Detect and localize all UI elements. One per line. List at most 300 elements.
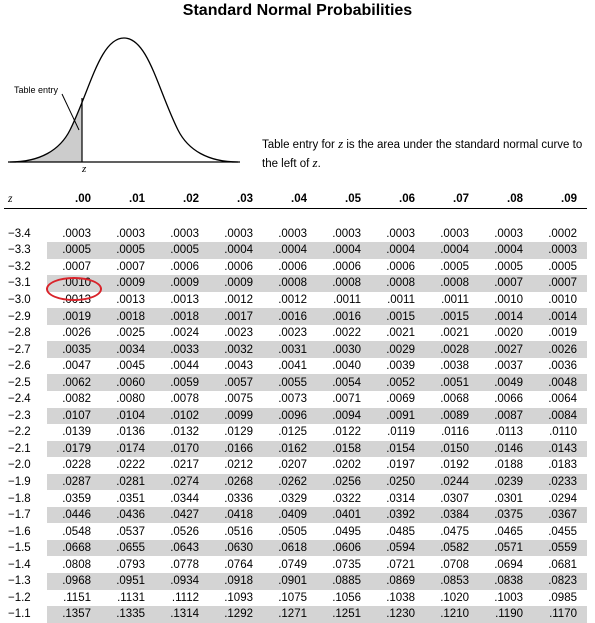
probability-cell: .0793 (116, 558, 145, 571)
probability-cell: .0030 (317, 341, 371, 358)
probability-cell: .0207 (278, 459, 307, 472)
probability-cell: .0014 (533, 308, 587, 325)
probability-cell: .1112 (171, 591, 199, 604)
probability-cell: .0003 (494, 227, 523, 240)
probability-cell: .0436 (101, 507, 155, 524)
probability-cell: .0537 (116, 525, 145, 538)
z-value-cell: −1.6 (8, 525, 31, 538)
table-row (4, 226, 587, 243)
probability-cell: .0024 (170, 327, 199, 340)
probability-cell: .0132 (170, 426, 199, 439)
z-value-cell: −3.2 (8, 260, 31, 273)
probability-cell: .0643 (155, 540, 209, 557)
probability-cell: .0026 (62, 327, 91, 340)
probability-cell: .0096 (263, 408, 317, 425)
description-pre: Table entry for (262, 139, 339, 151)
probability-cell: .0749 (278, 558, 307, 571)
table-row (4, 325, 587, 342)
z-value-cell: −1.9 (4, 474, 47, 491)
z-value-cell: −1.2 (8, 591, 31, 604)
table-row (4, 590, 587, 607)
z-header: z (4, 190, 47, 209)
probability-cell: .0630 (209, 540, 263, 557)
probability-cell: .0344 (170, 492, 199, 505)
probability-cell: .0495 (332, 525, 361, 538)
probability-cell: .0003 (278, 227, 307, 240)
table-row (4, 408, 587, 425)
probability-cell: .0043 (224, 360, 253, 373)
probability-cell: .0094 (317, 408, 371, 425)
probability-cell: .0018 (101, 308, 155, 325)
probability-cell: .0721 (386, 558, 415, 571)
probability-cell: .0029 (371, 341, 425, 358)
probability-cell: .0005 (155, 242, 209, 259)
z-value-cell: −3.3 (4, 242, 47, 259)
probability-cell: .0011 (441, 294, 469, 306)
probability-cell: .0571 (479, 540, 533, 557)
z-value-cell: −2.9 (4, 308, 47, 325)
probability-cell: .0170 (155, 441, 209, 458)
probability-cell: .0301 (494, 492, 523, 505)
probability-cell: .1020 (440, 591, 469, 604)
probability-cell: .0606 (317, 540, 371, 557)
z-value-cell: −2.8 (8, 327, 31, 340)
probability-cell: .0025 (116, 327, 145, 340)
probability-cell: .0212 (224, 459, 253, 472)
probability-cell: .0010 (494, 294, 523, 306)
probability-cell: .0075 (224, 393, 253, 406)
probability-cell: .0036 (548, 360, 577, 373)
probability-cell: .1251 (317, 606, 371, 623)
table-row (4, 457, 587, 474)
probability-cell: .0004 (317, 242, 371, 259)
probability-cell: .0013 (170, 294, 199, 306)
table-row (4, 391, 587, 408)
probability-cell: .0041 (278, 360, 307, 373)
probability-cell: .0060 (101, 374, 155, 391)
probability-cell: .0139 (62, 426, 91, 439)
probability-cell: .0446 (47, 507, 101, 524)
probability-cell: .0004 (479, 242, 533, 259)
z-value-cell: −2.6 (8, 360, 31, 373)
table-row (4, 424, 587, 441)
probability-cell: .1335 (101, 606, 155, 623)
probability-cell: .0015 (425, 308, 479, 325)
probability-cell: .0228 (62, 459, 91, 472)
table-row (4, 242, 587, 259)
col-header: .02 (155, 190, 209, 209)
probability-cell: .0016 (263, 308, 317, 325)
probability-cell: .0013 (62, 294, 91, 306)
figure-description (262, 135, 592, 173)
probability-cell: .0006 (278, 260, 307, 273)
probability-cell: .0002 (548, 227, 577, 240)
probability-cell: .0059 (155, 374, 209, 391)
col-header: .06 (371, 190, 425, 209)
probability-cell: .0007 (533, 275, 587, 292)
probability-cell: .1292 (209, 606, 263, 623)
z-value-cell: −1.4 (8, 558, 31, 571)
probability-cell: .0197 (386, 459, 415, 472)
probability-cell: .0351 (116, 492, 145, 505)
table-row (4, 606, 587, 623)
probability-cell: .0256 (317, 474, 371, 491)
probability-cell: .1314 (155, 606, 209, 623)
probability-cell: .0068 (440, 393, 469, 406)
probability-cell: .0179 (47, 441, 101, 458)
table-row (4, 474, 587, 491)
highlight-circle (46, 277, 102, 301)
probability-cell: .0853 (425, 573, 479, 590)
probability-cell: .0202 (332, 459, 361, 472)
probability-cell: .0136 (116, 426, 145, 439)
probability-cell: .0008 (317, 275, 371, 292)
probability-cell: .0154 (371, 441, 425, 458)
probability-cell: .0004 (209, 242, 263, 259)
probability-cell: .0222 (116, 459, 145, 472)
probability-cell: .0003 (386, 227, 415, 240)
probability-cell: .0071 (332, 393, 361, 406)
probability-cell: .0003 (533, 242, 587, 259)
col-header: .00 (47, 190, 101, 209)
probability-cell: .0012 (224, 294, 253, 306)
col-header: .05 (317, 190, 371, 209)
probability-cell: .0015 (371, 308, 425, 325)
z-value-cell: −2.7 (4, 341, 47, 358)
probability-cell: .1210 (425, 606, 479, 623)
probability-cell: .0418 (209, 507, 263, 524)
z-value-cell: −3.4 (8, 227, 31, 240)
probability-cell: .0006 (170, 260, 199, 273)
z-value-cell: −2.4 (8, 393, 31, 406)
probability-cell: .0011 (333, 294, 361, 306)
probability-cell: .0037 (494, 360, 523, 373)
probability-cell: .0084 (533, 408, 587, 425)
probability-cell: .0116 (441, 426, 469, 439)
probability-cell: .0040 (332, 360, 361, 373)
probability-cell: .1271 (263, 606, 317, 623)
probability-cell: .0038 (440, 360, 469, 373)
table-entry-label: Table entry (14, 85, 59, 95)
probability-cell: .0901 (263, 573, 317, 590)
probability-cell: .0110 (549, 426, 577, 439)
description-var2: z (312, 155, 318, 170)
z-value-cell: −2.3 (4, 408, 47, 425)
probability-cell: .0078 (170, 393, 199, 406)
probability-cell: .0162 (263, 441, 317, 458)
probability-cell: .0008 (371, 275, 425, 292)
probability-cell: .0009 (209, 275, 263, 292)
probability-cell: .0010 (548, 294, 577, 306)
description-mid: is the area under the standard normal curve to the left of (262, 139, 583, 170)
probability-cell: .0516 (224, 525, 253, 538)
probability-cell: .0951 (101, 573, 155, 590)
probability-cell: .0934 (155, 573, 209, 590)
probability-cell: .0505 (278, 525, 307, 538)
probability-cell: .0336 (224, 492, 253, 505)
probability-cell: .0020 (494, 327, 523, 340)
probability-cell: .0384 (425, 507, 479, 524)
probability-cell: .0885 (317, 573, 371, 590)
probability-cell: .0129 (224, 426, 253, 439)
probability-cell: .0104 (101, 408, 155, 425)
table-row (4, 358, 587, 375)
page-title: Standard Normal Probabilities (182, 2, 413, 19)
probability-cell: .0016 (317, 308, 371, 325)
probability-cell: .1131 (117, 591, 145, 604)
probability-cell: .0045 (116, 360, 145, 373)
probability-cell: .0080 (116, 393, 145, 406)
probability-cell: .0778 (170, 558, 199, 571)
probability-cell: .1151 (63, 591, 91, 604)
probability-cell: .0250 (371, 474, 425, 491)
probability-cell: .0007 (116, 260, 145, 273)
probability-cell: .0023 (278, 327, 307, 340)
probability-cell: .0007 (479, 275, 533, 292)
probability-cell: .0054 (317, 374, 371, 391)
probability-cell: .0314 (386, 492, 415, 505)
probability-cell: .0281 (101, 474, 155, 491)
probability-cell: .0559 (533, 540, 587, 557)
probability-cell: .0166 (209, 441, 263, 458)
probability-cell: .0239 (479, 474, 533, 491)
table-row (4, 523, 587, 540)
table-row (4, 540, 587, 557)
z-value-cell: −3.1 (4, 275, 47, 292)
probability-cell: .0048 (533, 374, 587, 391)
probability-cell: .0027 (479, 341, 533, 358)
probability-cell: .0009 (155, 275, 209, 292)
probability-cell: .0082 (62, 393, 91, 406)
col-header: .01 (101, 190, 155, 209)
probability-cell: .0233 (533, 474, 587, 491)
probability-cell: .0367 (533, 507, 587, 524)
z-value-cell: −1.5 (4, 540, 47, 557)
probability-cell: .1170 (533, 606, 587, 623)
probability-cell: .0022 (332, 327, 361, 340)
probability-cell: .0392 (371, 507, 425, 524)
probability-cell: .0008 (263, 275, 317, 292)
probability-cell: .0869 (371, 573, 425, 590)
probability-cell: .0694 (494, 558, 523, 571)
table-row (4, 341, 587, 358)
col-header: .07 (425, 190, 479, 209)
probability-cell: .1230 (371, 606, 425, 623)
probability-cell: .0005 (548, 260, 577, 273)
probability-cell: .0427 (155, 507, 209, 524)
probability-cell: .0465 (494, 525, 523, 538)
probability-cell: .0174 (101, 441, 155, 458)
table-entry-pointer (62, 94, 79, 130)
probability-cell: .1003 (494, 591, 523, 604)
probability-cell: .0618 (263, 540, 317, 557)
shaded-area (10, 102, 82, 162)
probability-cell: .0064 (548, 393, 577, 406)
probability-cell: .0087 (479, 408, 533, 425)
table-row (4, 573, 587, 590)
probability-cell: .0047 (62, 360, 91, 373)
probability-cell: .0051 (425, 374, 479, 391)
probability-cell: .0032 (209, 341, 263, 358)
probability-cell: .0158 (317, 441, 371, 458)
probability-cell: .0359 (62, 492, 91, 505)
table-row (4, 441, 587, 458)
probability-cell: .0091 (371, 408, 425, 425)
table-row (4, 259, 587, 276)
probability-cell: .0681 (548, 558, 577, 571)
probability-cell: .0007 (62, 260, 91, 273)
probability-cell: .0708 (440, 558, 469, 571)
probability-cell: .0409 (263, 507, 317, 524)
probability-cell: .0918 (209, 573, 263, 590)
table-body (4, 209, 587, 623)
probability-cell: .0010 (47, 275, 101, 292)
probability-cell: .0005 (440, 260, 469, 273)
probability-cell: .0006 (386, 260, 415, 273)
table-row (4, 556, 587, 573)
probability-cell: .0089 (425, 408, 479, 425)
z-value-cell: −2.1 (4, 441, 47, 458)
probability-cell: .0102 (155, 408, 209, 425)
probability-cell: .0026 (533, 341, 587, 358)
probability-cell: .0455 (548, 525, 577, 538)
probability-cell: .0594 (371, 540, 425, 557)
col-header: .08 (479, 190, 533, 209)
probability-cell: .0035 (47, 341, 101, 358)
probability-cell: .0294 (548, 492, 577, 505)
z-value-cell: −1.8 (8, 492, 31, 505)
probability-cell: .0274 (155, 474, 209, 491)
probability-cell: .0021 (440, 327, 469, 340)
probability-cell: .0764 (224, 558, 253, 571)
probability-cell: .0183 (548, 459, 577, 472)
probability-cell: .0217 (170, 459, 199, 472)
probability-cell: .0021 (386, 327, 415, 340)
probability-cell: .0107 (47, 408, 101, 425)
probability-cell: .0322 (332, 492, 361, 505)
bell-curve (10, 38, 238, 162)
probability-cell: .0655 (101, 540, 155, 557)
z-axis-label: z (82, 163, 87, 175)
probability-cell: .1038 (386, 591, 415, 604)
probability-cell: .0033 (155, 341, 209, 358)
probability-cell: .0188 (494, 459, 523, 472)
probability-cell: .0143 (533, 441, 587, 458)
probability-cell: .0262 (263, 474, 317, 491)
probability-cell: .0125 (278, 426, 307, 439)
probability-cell: .0485 (386, 525, 415, 538)
probability-cell: .0031 (263, 341, 317, 358)
probability-cell: .0735 (332, 558, 361, 571)
probability-cell: .0146 (479, 441, 533, 458)
probability-cell: .0006 (224, 260, 253, 273)
probability-cell: .0122 (332, 426, 361, 439)
probability-cell: .0044 (170, 360, 199, 373)
probability-cell: .0066 (494, 393, 523, 406)
probability-cell: .0039 (386, 360, 415, 373)
probability-cell: .0013 (116, 294, 145, 306)
probability-cell: .0005 (494, 260, 523, 273)
probability-cell: .0052 (371, 374, 425, 391)
probability-cell: .0008 (425, 275, 479, 292)
z-value-cell: −1.7 (4, 507, 47, 524)
probability-cell: .0004 (425, 242, 479, 259)
probability-cell: .0582 (425, 540, 479, 557)
z-value-cell: −2.5 (4, 374, 47, 391)
probability-cell: .0003 (170, 227, 199, 240)
probability-cell: .0548 (62, 525, 91, 538)
probability-cell: .0014 (479, 308, 533, 325)
table-row (4, 374, 587, 391)
probability-cell: .0003 (332, 227, 361, 240)
probability-cell: .0003 (440, 227, 469, 240)
description-var: z (338, 136, 344, 151)
probability-cell: .1075 (278, 591, 307, 604)
probability-cell: .0113 (495, 426, 523, 439)
probability-cell: .0004 (371, 242, 425, 259)
probability-cell: .0073 (278, 393, 307, 406)
z-value-cell: −2.0 (8, 459, 31, 472)
probability-cell: .0968 (47, 573, 101, 590)
normal-curve-figure (0, 30, 260, 170)
probability-cell: .0823 (533, 573, 587, 590)
probability-cell: .0004 (263, 242, 317, 259)
probability-cell: .0526 (170, 525, 199, 538)
probability-cell: .1190 (479, 606, 533, 623)
probability-cell: .0375 (479, 507, 533, 524)
table-row (4, 490, 587, 507)
probability-cell: .0017 (209, 308, 263, 325)
probability-cell: .0307 (440, 492, 469, 505)
table-row (4, 308, 587, 325)
table-row (4, 507, 587, 524)
probability-cell: .0028 (425, 341, 479, 358)
probability-cell: .0062 (47, 374, 101, 391)
probability-cell: .0019 (548, 327, 577, 340)
probability-cell: .0034 (101, 341, 155, 358)
probability-cell: .0150 (425, 441, 479, 458)
probability-cell: .0003 (62, 227, 91, 240)
probability-cell: .0475 (440, 525, 469, 538)
probability-cell: .0005 (47, 242, 101, 259)
probability-cell: .0668 (47, 540, 101, 557)
probability-table (4, 190, 587, 623)
probability-cell: .0012 (278, 294, 307, 306)
probability-cell: .0808 (62, 558, 91, 571)
probability-cell: .0005 (101, 242, 155, 259)
z-value-cell: −3.0 (8, 294, 31, 306)
probability-cell: .0009 (101, 275, 155, 292)
probability-cell: .0192 (440, 459, 469, 472)
probability-cell: .0055 (263, 374, 317, 391)
z-value-cell: −2.2 (8, 426, 31, 439)
probability-cell: .0099 (209, 408, 263, 425)
probability-cell: .0019 (47, 308, 101, 325)
probability-cell: .0057 (209, 374, 263, 391)
probability-cell: .0244 (425, 474, 479, 491)
probability-cell: .0003 (116, 227, 145, 240)
probability-cell: .1056 (332, 591, 361, 604)
probability-cell: .0329 (278, 492, 307, 505)
probability-cell: .1093 (224, 591, 253, 604)
probability-cell: .0119 (387, 426, 415, 439)
probability-cell: .0268 (209, 474, 263, 491)
probability-cell: .0023 (224, 327, 253, 340)
probability-cell: .0006 (332, 260, 361, 273)
probability-cell: .0069 (386, 393, 415, 406)
probability-cell: .0011 (387, 294, 415, 306)
probability-cell: .1357 (47, 606, 101, 623)
